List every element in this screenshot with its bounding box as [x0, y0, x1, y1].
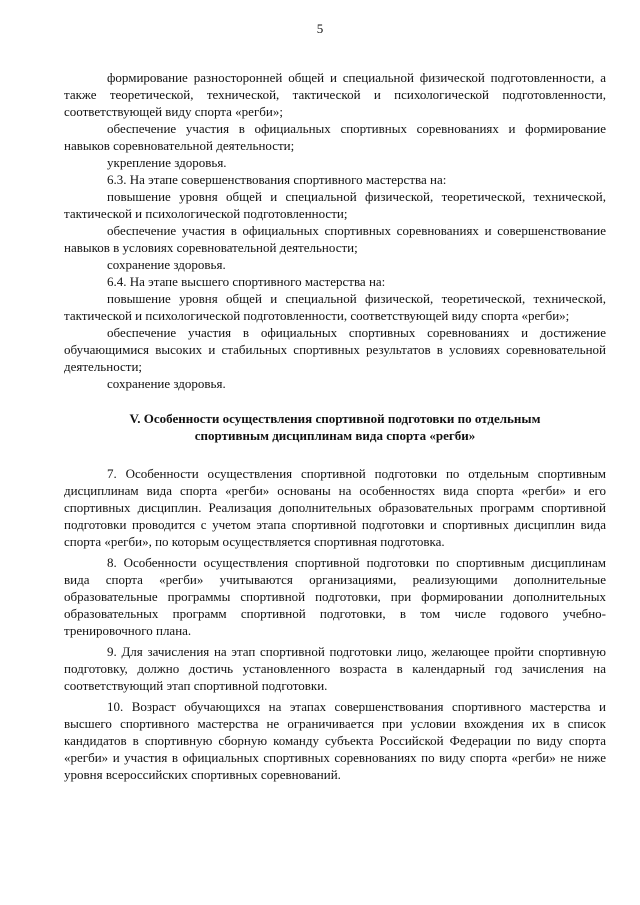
document-body	[64, 69, 606, 783]
page-number: 5	[316, 21, 324, 36]
paragraph: 7. Особенности осуществления спортивной подготовки по отдельным спортивным дисциплинам вида спорта «регби» основаны на особенностях вида спорта «регби» и его спортивных дисциплин. Реализация дополнительных образовательных программ спортивной подготовки проводится с учетом этапа спортивной подготовки и спортивных дисциплин вида спорта «регби», по которым осуществляется спортивная подготовка.	[64, 466, 606, 549]
paragraph: повышение уровня общей и специальной физической, теоретической, технической, тактической и психологической подготовленности, соответствующей виду спорта «регби»;	[64, 291, 606, 323]
paragraph: обеспечение участия в официальных спортивных соревнованиях и достижение обучающимися высоких и стабильных спортивных результатов в условиях соревновательной деятельности;	[64, 325, 606, 374]
section-title-line: V. Особенности осуществления спортивной подготовки по отдельным	[129, 411, 541, 426]
paragraph: 8. Особенности осуществления спортивной подготовки по спортивным дисциплинам вида спорта «регби» учитываются организациями, реализующими дополнительные образовательные программы спортивной подготовки, при формировании дополнительных образовательных программ спортивной подготовки, в том числе годового учебно-тренировочного плана.	[64, 555, 606, 638]
paragraph: сохранение здоровья.	[107, 376, 226, 391]
paragraph: повышение уровня общей и специальной физической, теоретической, технической, тактической и психологической подготовленности;	[64, 189, 606, 221]
paragraph: 10. Возраст обучающихся на этапах совершенствования спортивного мастерства и высшего спортивного мастерства не ограничивается при условии вхождения их в список кандидатов в спортивную сборную команду субъекта Российской Федерации по виду спорта «регби» и участия в официальных спортивных соревнованиях по виду спорта «регби» не ниже уровня всероссийских спортивных соревнований.	[64, 699, 606, 782]
paragraph: 9. Для зачисления на этап спортивной подготовки лицо, желающее пройти спортивную подготовку, должно достичь установленного возраста в календарный год зачисления на соответствующий этап спортивной подготовки.	[64, 644, 606, 693]
paragraph: сохранение здоровья.	[107, 257, 226, 272]
paragraph: обеспечение участия в официальных спортивных соревнованиях и совершенствование навыков в условиях соревновательной деятельности;	[64, 223, 606, 255]
section-title	[64, 410, 606, 444]
paragraph: обеспечение участия в официальных спортивных соревнованиях и формирование навыков соревновательной деятельности;	[64, 121, 606, 153]
paragraph: 6.3. На этапе совершенствования спортивного мастерства на:	[107, 172, 447, 187]
paragraph: укрепление здоровья.	[107, 155, 227, 170]
paragraph: 6.4. На этапе высшего спортивного мастерства на:	[107, 274, 386, 289]
section-title-line: спортивным дисциплинам вида спорта «регби»	[194, 428, 476, 443]
paragraph: формирование разносторонней общей и специальной физической подготовленности, а также теоретической, технической, тактической и психологической подготовленности, соответствующей виду спорта «регби»;	[64, 70, 606, 119]
